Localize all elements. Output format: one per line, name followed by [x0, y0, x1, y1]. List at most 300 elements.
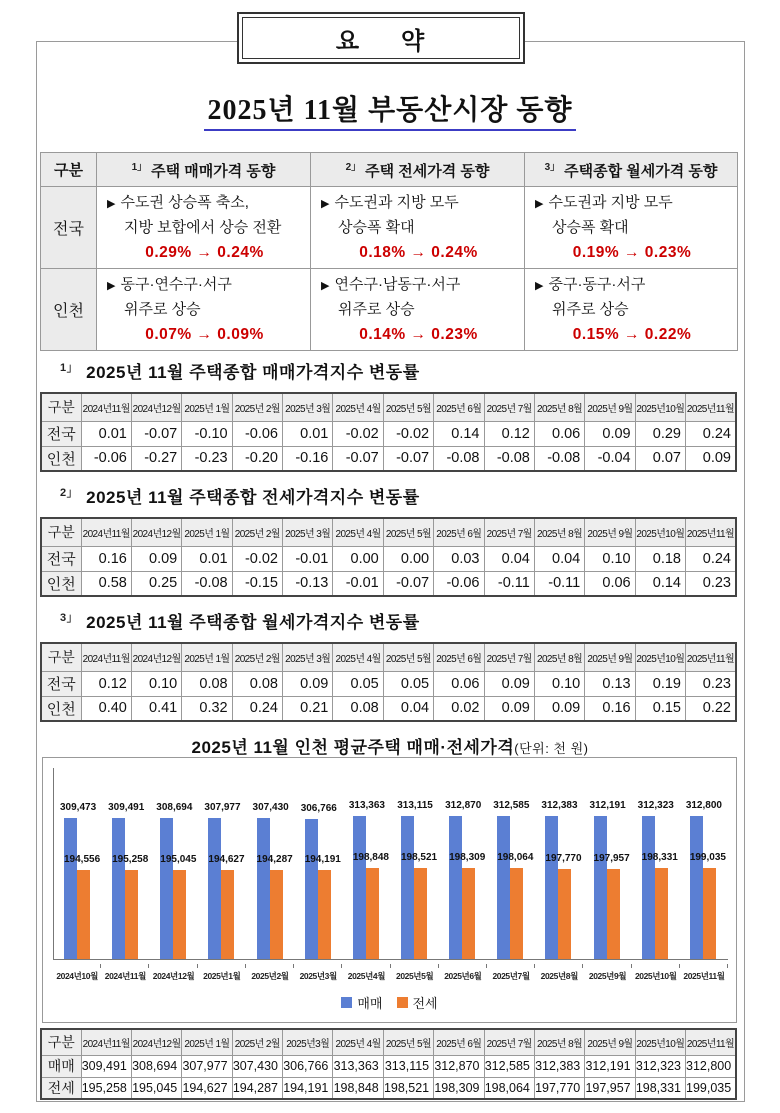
bullet-triangle-icon: ▶ — [321, 198, 330, 210]
month-header-cell: 2024년11월 — [81, 518, 131, 546]
value-cell: 0.07 — [635, 446, 685, 471]
value-cell: 194,191 — [283, 1077, 333, 1099]
sale-bar-value-label: 313,363 — [348, 800, 385, 811]
value-cell: -0.08 — [434, 446, 484, 471]
month-header-cell: 2025년 9월 — [585, 1029, 635, 1055]
summary-trend-cell — [525, 269, 738, 351]
value-cell: 0.10 — [131, 671, 181, 696]
value-cell: 0.58 — [81, 571, 131, 596]
month-header-cell: 2025년 3월 — [283, 643, 333, 671]
sale-price-bar — [401, 816, 414, 959]
section-title-text: 2025년 11월 주택종합 매매가격지수 변동률 — [86, 363, 420, 382]
month-header-cell: 2025년11월 — [686, 1029, 737, 1055]
value-cell: 0.08 — [333, 696, 383, 721]
bar-group — [295, 768, 343, 959]
month-header-cell: 2025년 6월 — [434, 643, 484, 671]
value-cell: -0.07 — [383, 446, 433, 471]
chart-title-text: 2025년 11월 인천 평균주택 매매·전세가격 — [191, 738, 515, 757]
value-cell: 0.02 — [434, 696, 484, 721]
x-axis-tick-label: 2025년7월 — [487, 964, 535, 982]
section-title-text: 2025년 11월 주택종합 월세가격지수 변동률 — [86, 613, 420, 632]
sale-price-bar — [594, 816, 607, 959]
corner-header-cell: 구분 — [41, 643, 81, 671]
x-axis-tick-label: 2024년12월 — [149, 964, 197, 982]
summary-title-box — [237, 12, 525, 64]
bar-group — [439, 768, 487, 959]
footnote-marker: 2」 — [60, 487, 79, 500]
month-header-cell: 2024년11월 — [81, 643, 131, 671]
sale-bar-value-label: 312,383 — [541, 800, 578, 811]
footnote-marker-2: 2」 — [345, 162, 362, 173]
sale-bar-value-label: 312,323 — [637, 800, 674, 811]
summary-col-header-sale — [97, 153, 311, 187]
value-cell: 0.15 — [635, 696, 685, 721]
value-cell: -0.16 — [283, 446, 333, 471]
trend-line-2: 상승폭 확대 — [338, 219, 415, 236]
x-axis-tick-label: 2025년2월 — [246, 964, 294, 982]
month-header-cell: 2025년 2월 — [232, 643, 282, 671]
value-cell: 0.04 — [484, 546, 534, 571]
month-header-cell: 2025년 5월 — [383, 393, 433, 421]
rate-change-value: 0.14% → 0.23% — [359, 326, 478, 343]
region-label: 인천 — [41, 269, 97, 351]
value-cell: -0.08 — [534, 446, 584, 471]
footnote-marker-1: 1」 — [131, 162, 148, 173]
value-cell: -0.08 — [182, 571, 232, 596]
data-row — [41, 696, 736, 721]
summary-trend-cell — [525, 187, 738, 269]
sale-price-bar — [160, 818, 173, 959]
value-cell: 0.09 — [283, 671, 333, 696]
sale-bar-value-label: 312,800 — [685, 800, 722, 811]
bullet-triangle-icon: ▶ — [535, 280, 544, 292]
sale-bar-value-label: 307,430 — [252, 802, 289, 813]
value-cell: 0.00 — [333, 546, 383, 571]
value-cell: 194,287 — [232, 1077, 282, 1099]
summary-corner-cell: 구분 — [41, 153, 97, 187]
value-cell: 0.14 — [434, 421, 484, 446]
summary-col-label: 주택종합 월세가격 동향 — [564, 163, 718, 180]
value-cell: 0.12 — [484, 421, 534, 446]
x-axis-tick-label: 2024년10월 — [53, 964, 101, 982]
value-cell: 0.18 — [635, 546, 685, 571]
x-axis-tick-label: 2025년8월 — [535, 964, 583, 982]
value-cell: -0.15 — [232, 571, 282, 596]
value-cell: -0.20 — [232, 446, 282, 471]
value-cell: 0.09 — [534, 696, 584, 721]
jeonse-index-table — [40, 517, 737, 597]
trend-line-2: 위주로 상승 — [338, 301, 415, 318]
legend-label: 매매 — [357, 996, 383, 1011]
row-label: 매매 — [41, 1055, 81, 1077]
month-header-cell: 2024년11월 — [81, 1029, 131, 1055]
x-axis-tick-label: 2025년11월 — [680, 964, 728, 982]
jeonse-price-bar — [77, 870, 90, 959]
jeonse-price-bar — [318, 870, 331, 959]
jeonse-price-bar — [173, 870, 186, 959]
data-row — [41, 446, 736, 471]
value-cell: 312,585 — [484, 1055, 534, 1077]
value-cell: -0.01 — [283, 546, 333, 571]
value-cell: 307,977 — [182, 1055, 232, 1077]
month-header-cell: 2025년3월 — [283, 1029, 333, 1055]
month-header-cell: 2025년 5월 — [383, 1029, 433, 1055]
month-header-cell: 2024년11월 — [81, 393, 131, 421]
bullet-triangle-icon: ▶ — [321, 280, 330, 292]
value-cell: 0.04 — [534, 546, 584, 571]
sale-price-bar — [64, 818, 77, 959]
summary-trend-cell — [97, 187, 311, 269]
jeonse-price-bar — [414, 868, 427, 959]
rate-change-value: 0.29% → 0.24% — [145, 244, 264, 261]
row-label: 전국 — [41, 671, 81, 696]
value-cell: 0.14 — [635, 571, 685, 596]
value-cell: 0.12 — [81, 671, 131, 696]
value-cell: 197,770 — [534, 1077, 584, 1099]
jeonse-bar-value-label: 195,258 — [112, 854, 149, 865]
value-cell: 0.01 — [182, 546, 232, 571]
summary-title-inner-border — [242, 17, 520, 59]
value-cell: 306,766 — [283, 1055, 333, 1077]
x-axis-tick-label: 2025년4월 — [342, 964, 390, 982]
x-axis-tick-label: 2025년10월 — [632, 964, 680, 982]
summary-col-header-jeonse — [311, 153, 525, 187]
sale-price-bar — [208, 818, 221, 959]
value-cell: -0.06 — [81, 446, 131, 471]
jeonse-bar-value-label: 197,957 — [593, 853, 630, 864]
bullet-triangle-icon: ▶ — [107, 198, 116, 210]
summary-trend-cell — [97, 269, 311, 351]
value-cell: -0.27 — [131, 446, 181, 471]
price-data-table — [40, 1028, 737, 1100]
value-cell: 198,331 — [635, 1077, 685, 1099]
row-label: 인천 — [41, 571, 81, 596]
value-cell: 312,800 — [686, 1055, 737, 1077]
bar-group — [102, 768, 150, 959]
row-label: 전국 — [41, 421, 81, 446]
region-label: 전국 — [41, 187, 97, 269]
corner-header-cell: 구분 — [41, 518, 81, 546]
value-cell: -0.02 — [333, 421, 383, 446]
jeonse-price-bar — [221, 870, 234, 959]
value-cell: -0.02 — [383, 421, 433, 446]
x-axis-tick-label: 2025년1월 — [198, 964, 246, 982]
trend-line-1: ▶ 동구·연수구·서구 — [107, 276, 232, 293]
value-cell: -0.04 — [585, 446, 635, 471]
value-cell: 312,323 — [635, 1055, 685, 1077]
value-cell: 0.06 — [534, 421, 584, 446]
row-label: 인천 — [41, 446, 81, 471]
value-cell: 0.09 — [131, 546, 181, 571]
month-header-cell: 2025년 6월 — [434, 393, 484, 421]
legend-label: 전세 — [412, 996, 438, 1011]
sale-bar-value-label: 312,191 — [589, 800, 626, 811]
value-cell: 0.41 — [131, 696, 181, 721]
month-header-cell: 2025년10월 — [635, 393, 685, 421]
month-header-cell: 2025년 2월 — [232, 518, 282, 546]
value-cell: 312,383 — [534, 1055, 584, 1077]
value-cell: 0.04 — [383, 696, 433, 721]
bullet-triangle-icon: ▶ — [107, 280, 116, 292]
month-header-cell: 2025년 7월 — [484, 393, 534, 421]
x-axis-tick-label: 2025년6월 — [439, 964, 487, 982]
jeonse-bar-value-label: 194,191 — [304, 854, 341, 865]
jeonse-price-bar — [462, 868, 475, 959]
month-header-cell: 2025년10월 — [635, 518, 685, 546]
sale-bar-value-label: 307,977 — [204, 802, 241, 813]
month-header-cell: 2025년 2월 — [232, 393, 282, 421]
summary-table-body — [41, 187, 738, 351]
month-header-cell: 2025년 5월 — [383, 518, 433, 546]
bar-group — [535, 768, 583, 959]
value-cell: 0.05 — [383, 671, 433, 696]
value-cell: 198,064 — [484, 1077, 534, 1099]
jeonse-price-bar — [366, 868, 379, 959]
month-header-cell: 2025년 8월 — [534, 518, 584, 546]
value-cell: -0.01 — [333, 571, 383, 596]
value-cell: 0.29 — [635, 421, 685, 446]
month-header-cell: 2025년 4월 — [333, 1029, 383, 1055]
jeonse-price-bar — [607, 869, 620, 959]
jeonse-price-bar — [655, 868, 668, 959]
value-cell: 0.19 — [635, 671, 685, 696]
month-header-cell: 2025년 4월 — [333, 643, 383, 671]
month-header-cell: 2024년12월 — [131, 1029, 181, 1055]
value-cell: 0.32 — [182, 696, 232, 721]
month-header-cell: 2025년 8월 — [534, 643, 584, 671]
jeonse-price-bar — [270, 870, 283, 959]
jeonse-bar-value-label: 195,045 — [160, 854, 197, 865]
summary-row — [41, 269, 738, 351]
value-cell: 0.09 — [484, 696, 534, 721]
value-cell: 309,491 — [81, 1055, 131, 1077]
x-axis-tick-label: 2025년3월 — [294, 964, 342, 982]
jeonse-price-bar — [510, 868, 523, 959]
month-header-row — [41, 518, 736, 546]
value-cell: 0.08 — [232, 671, 282, 696]
value-cell: 0.13 — [585, 671, 635, 696]
jeonse-bar-value-label: 198,064 — [497, 852, 534, 863]
value-cell: 0.24 — [232, 696, 282, 721]
trend-line-1: ▶ 연수구·남동구·서구 — [321, 276, 461, 293]
value-cell: -0.23 — [182, 446, 232, 471]
page-title — [0, 88, 780, 128]
data-row — [41, 421, 736, 446]
bar-group — [343, 768, 391, 959]
data-row — [41, 1077, 736, 1099]
wolse-index-table — [40, 642, 737, 722]
bar-group — [680, 768, 728, 959]
bar-group — [150, 768, 198, 959]
row-label: 인천 — [41, 696, 81, 721]
page-title-text: 2025년 11월 부동산시장 동향 — [204, 95, 577, 131]
month-header-cell: 2025년10월 — [635, 1029, 685, 1055]
sale-bar-value-label: 308,694 — [156, 802, 193, 813]
trend-line-2: 위주로 상승 — [124, 301, 201, 318]
legend-swatch-icon — [397, 997, 408, 1008]
bar-group — [54, 768, 102, 959]
jeonse-price-bar — [703, 868, 716, 959]
value-cell: 0.22 — [686, 696, 737, 721]
value-cell: 199,035 — [686, 1077, 737, 1099]
month-header-cell: 2025년 1월 — [182, 518, 232, 546]
month-header-row — [41, 1029, 736, 1055]
sale-bar-value-label: 312,585 — [493, 800, 530, 811]
value-cell: 308,694 — [131, 1055, 181, 1077]
rate-change-value: 0.18% → 0.24% — [359, 244, 478, 261]
value-cell: 0.06 — [585, 571, 635, 596]
value-cell: 0.00 — [383, 546, 433, 571]
value-cell: 0.24 — [686, 421, 737, 446]
rate-change-value: 0.15% → 0.22% — [572, 326, 692, 343]
month-header-cell: 2025년 8월 — [534, 1029, 584, 1055]
month-header-cell: 2025년 9월 — [585, 643, 635, 671]
bar-group — [198, 768, 246, 959]
month-header-cell: 2024년12월 — [131, 393, 181, 421]
jeonse-bar-value-label: 194,627 — [208, 854, 245, 865]
value-cell: -0.08 — [484, 446, 534, 471]
x-axis-tick-label: 2024년11월 — [101, 964, 149, 982]
value-cell: 0.01 — [81, 421, 131, 446]
rate-change-value: 0.07% → 0.09% — [145, 326, 264, 343]
trend-line-2: 지방 보합에서 상승 전환 — [124, 219, 282, 236]
value-cell: -0.13 — [283, 571, 333, 596]
summary-table — [40, 152, 738, 351]
summary-trend-cell — [311, 187, 525, 269]
sale-index-table — [40, 392, 737, 472]
month-header-cell: 2025년 4월 — [333, 393, 383, 421]
trend-line-1: ▶ 수도권과 지방 모두 — [535, 194, 673, 211]
value-cell: 195,045 — [131, 1077, 181, 1099]
month-header-cell: 2025년10월 — [635, 643, 685, 671]
value-cell: 0.10 — [585, 546, 635, 571]
jeonse-bar-value-label: 194,287 — [256, 854, 293, 865]
sale-price-bar — [497, 816, 510, 959]
value-cell: 0.03 — [434, 546, 484, 571]
summary-col-label: 주택 전세가격 동향 — [365, 163, 490, 180]
summary-col-label: 주택 매매가격 동향 — [151, 163, 276, 180]
legend-item — [341, 993, 382, 1012]
jeonse-bar-value-label: 198,331 — [641, 852, 678, 863]
x-axis-tick-label: 2025년5월 — [391, 964, 439, 982]
value-cell: 0.08 — [182, 671, 232, 696]
data-row — [41, 546, 736, 571]
legend-swatch-icon — [341, 997, 352, 1008]
data-row — [41, 1055, 736, 1077]
month-header-cell: 2025년 7월 — [484, 643, 534, 671]
month-header-row — [41, 643, 736, 671]
summary-col-header-wolse — [525, 153, 738, 187]
value-cell: -0.06 — [434, 571, 484, 596]
summary-row — [41, 187, 738, 269]
bullet-triangle-icon: ▶ — [535, 198, 544, 210]
value-cell: 0.40 — [81, 696, 131, 721]
month-header-cell: 2025년 6월 — [434, 1029, 484, 1055]
chart-legend — [43, 993, 736, 1012]
value-cell: 198,848 — [333, 1077, 383, 1099]
summary-box-label: 요 약 — [335, 28, 427, 55]
sale-price-bar — [257, 818, 270, 959]
value-cell: 0.05 — [333, 671, 383, 696]
value-cell: 0.09 — [686, 446, 737, 471]
value-cell: 0.09 — [585, 421, 635, 446]
trend-line-2: 상승폭 확대 — [552, 219, 629, 236]
month-header-cell: 2025년 3월 — [283, 518, 333, 546]
section-2-title — [60, 483, 720, 508]
value-cell: -0.07 — [131, 421, 181, 446]
trend-line-1: ▶ 중구·동구·서구 — [535, 276, 646, 293]
value-cell: -0.11 — [484, 571, 534, 596]
month-header-cell: 2025년 4월 — [333, 518, 383, 546]
value-cell: 0.06 — [434, 671, 484, 696]
month-header-cell: 2025년 7월 — [484, 518, 534, 546]
x-axis-tick-label: 2025년9월 — [583, 964, 631, 982]
month-header-cell: 2025년 1월 — [182, 1029, 232, 1055]
jeonse-bar-value-label: 197,770 — [545, 853, 582, 864]
bar-group — [391, 768, 439, 959]
legend-item — [397, 993, 438, 1012]
chart-plot-area — [53, 768, 728, 960]
month-header-cell: 2025년11월 — [686, 518, 737, 546]
value-cell: 307,430 — [232, 1055, 282, 1077]
month-header-cell: 2025년 2월 — [232, 1029, 282, 1055]
jeonse-bar-value-label: 194,556 — [63, 854, 101, 865]
value-cell: -0.10 — [182, 421, 232, 446]
sale-price-bar — [642, 816, 655, 959]
value-cell: 0.01 — [283, 421, 333, 446]
value-cell: 198,309 — [434, 1077, 484, 1099]
month-header-cell: 2025년 7월 — [484, 1029, 534, 1055]
value-cell: 0.24 — [686, 546, 737, 571]
value-cell: 313,363 — [333, 1055, 383, 1077]
trend-line-2: 위주로 상승 — [552, 301, 629, 318]
value-cell: 195,258 — [81, 1077, 131, 1099]
month-header-cell: 2025년 5월 — [383, 643, 433, 671]
value-cell: -0.07 — [383, 571, 433, 596]
footnote-marker: 1」 — [60, 362, 79, 375]
value-cell: 198,521 — [383, 1077, 433, 1099]
sale-bar-value-label: 313,115 — [397, 800, 433, 811]
footnote-marker-3: 3」 — [544, 162, 561, 173]
month-header-cell: 2025년 9월 — [585, 518, 635, 546]
month-header-cell: 2025년 8월 — [534, 393, 584, 421]
value-cell: 0.21 — [283, 696, 333, 721]
value-cell: -0.11 — [534, 571, 584, 596]
row-label: 전국 — [41, 546, 81, 571]
jeonse-bar-value-label: 198,521 — [400, 852, 438, 863]
bar-group — [487, 768, 535, 959]
value-cell: -0.07 — [333, 446, 383, 471]
value-cell: 0.09 — [484, 671, 534, 696]
month-header-cell: 2025년11월 — [686, 643, 737, 671]
corner-header-cell: 구분 — [41, 393, 81, 421]
value-cell: 0.23 — [686, 671, 737, 696]
sale-price-bar — [353, 816, 366, 959]
value-cell: 312,870 — [434, 1055, 484, 1077]
month-header-cell: 2025년 3월 — [283, 393, 333, 421]
value-cell: 194,627 — [182, 1077, 232, 1099]
value-cell: 0.10 — [534, 671, 584, 696]
jeonse-bar-value-label: 198,309 — [449, 852, 486, 863]
chart-x-axis-labels — [53, 964, 728, 982]
row-label: 전세 — [41, 1077, 81, 1099]
sale-price-bar — [305, 819, 318, 959]
data-row — [41, 571, 736, 596]
value-cell: 197,957 — [585, 1077, 635, 1099]
jeonse-price-bar — [558, 869, 571, 959]
rate-change-value: 0.19% → 0.23% — [572, 244, 692, 261]
month-header-cell: 2025년 9월 — [585, 393, 635, 421]
